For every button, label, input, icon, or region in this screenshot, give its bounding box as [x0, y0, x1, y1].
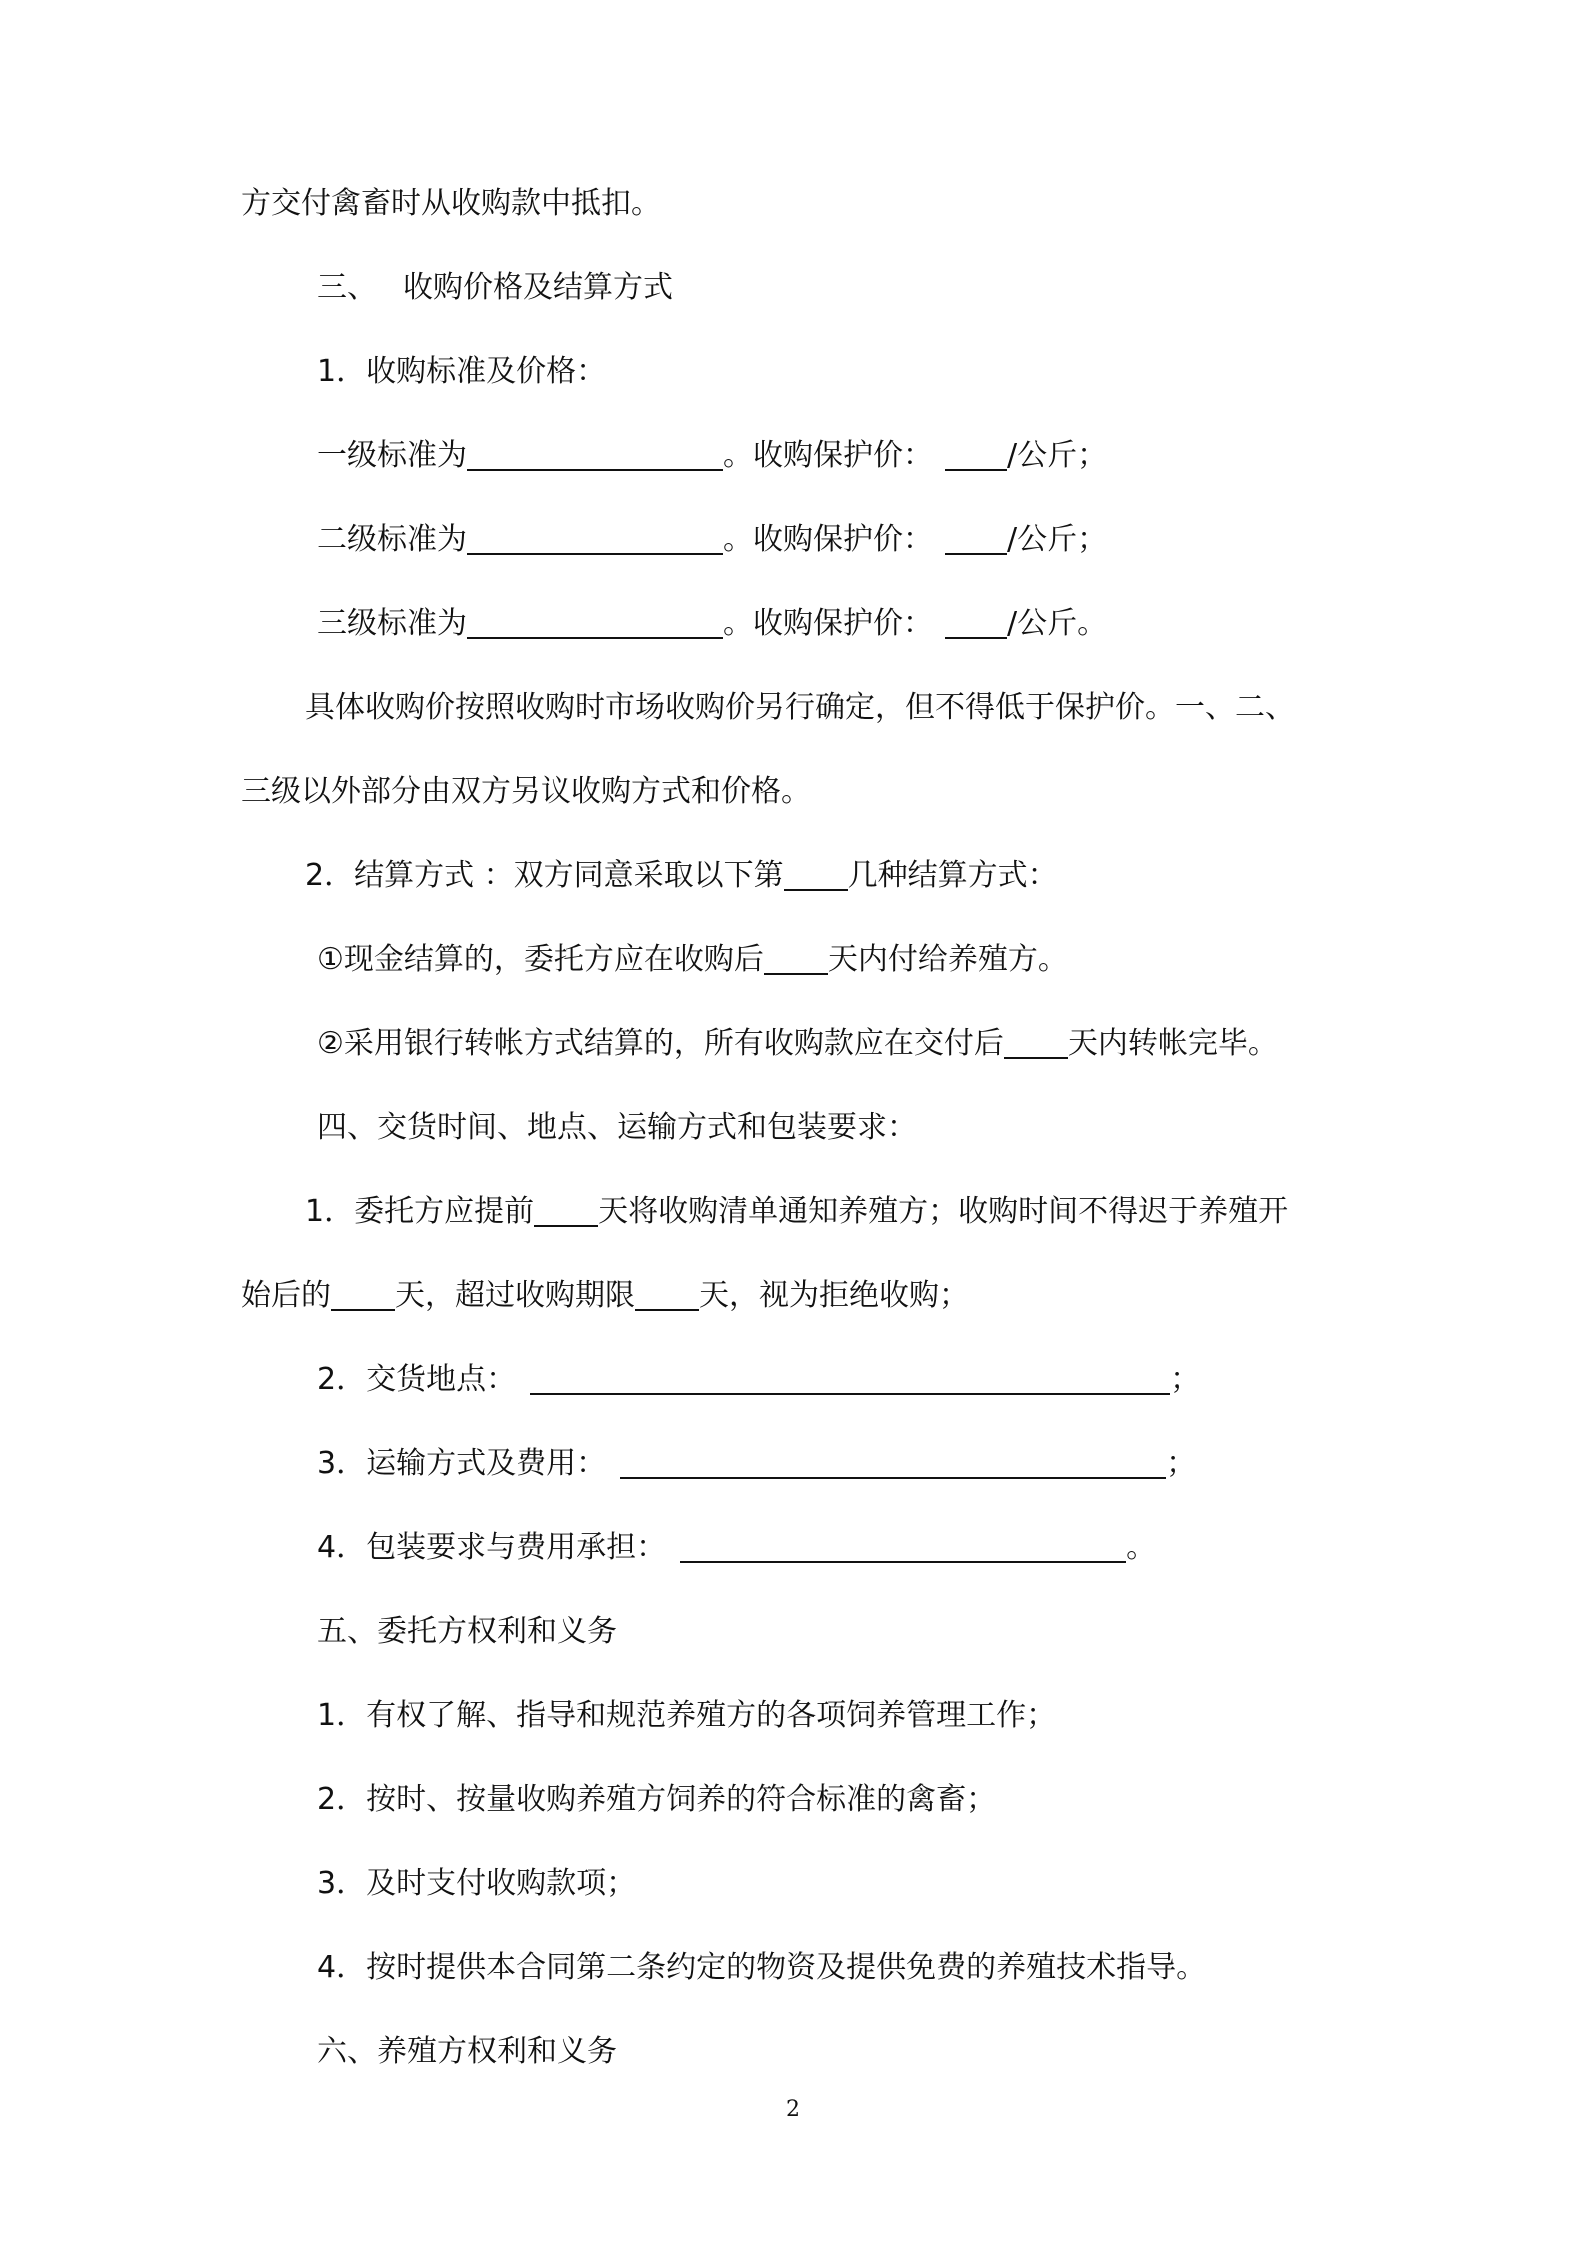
punctuation: ；: [1166, 1446, 1197, 1481]
section-title: 五、委托方权利和义务: [317, 1614, 617, 1649]
delivery-location-blank: [530, 1361, 1170, 1395]
paragraph-continuation: [241, 184, 661, 224]
price-note-line-1: [305, 688, 1295, 728]
punctuation: ；: [1170, 1362, 1201, 1397]
notice-days-blank: [534, 1193, 598, 1227]
clause-text: 1．有权了解、指导和规范养殖方的各项饲养管理工作；: [317, 1698, 1057, 1733]
clause-text: 天，超过收购期限: [395, 1278, 635, 1313]
grade-2-standard-blank: [467, 521, 723, 555]
grade-1-price-blank: [945, 437, 1007, 471]
section-heading-5: [317, 1612, 617, 1652]
section-heading-6: [317, 2032, 617, 2072]
section-number: 三、: [317, 270, 377, 305]
grade-label: 二级标准为: [317, 522, 467, 557]
cash-days-blank: [764, 941, 828, 975]
grade-2-price-blank: [945, 521, 1007, 555]
delivery-location-line: [317, 1360, 1200, 1400]
unit-text: /公斤。: [1007, 606, 1108, 641]
grade-2-line: [317, 520, 1107, 560]
clause-text: ②采用银行转帐方式结算的，所有收购款应在交付后: [317, 1026, 1004, 1061]
start-days-blank: [331, 1277, 395, 1311]
transport-line: [317, 1444, 1196, 1484]
section-title: 收购价格及结算方式: [403, 270, 673, 305]
section-heading-3: [317, 268, 673, 308]
clause-text: 2．交货地点：: [317, 1362, 517, 1397]
paragraph-text: 方交付禽畜时从收购款中抵扣。: [241, 186, 661, 221]
page-number: 2: [786, 2097, 800, 2122]
clause-text: 天将收购清单通知养殖方；收购时间不得迟于养殖开: [598, 1194, 1289, 1229]
clause-text: 天，视为拒绝收购；: [699, 1278, 969, 1313]
section-title: 四、交货时间、地点、运输方式和包装要求：: [317, 1110, 917, 1145]
bank-transfer-line: [317, 1024, 1278, 1064]
clause-text: 3．运输方式及费用：: [317, 1446, 607, 1481]
packaging-blank: [680, 1529, 1126, 1563]
settlement-method-line: [305, 856, 1058, 896]
principal-duty-2: [317, 1780, 996, 1820]
transfer-days-blank: [1004, 1025, 1068, 1059]
clause-heading: [317, 352, 606, 392]
grade-3-line: [317, 604, 1107, 644]
notice-days-line-2: [241, 1276, 969, 1316]
clause-text: 几种结算方式：: [847, 858, 1058, 893]
clause-text: 3．及时支付收购款项；: [317, 1866, 637, 1901]
deadline-days-blank: [635, 1277, 699, 1311]
packaging-line: [317, 1528, 1156, 1568]
grade-1-line: [317, 436, 1107, 476]
punctuation: 。: [1126, 1530, 1157, 1565]
notice-days-line-1: [305, 1192, 1288, 1232]
clause-text: 4．按时提供本合同第二条约定的物资及提供免费的养殖技术指导。: [317, 1950, 1207, 1985]
clause-text: 1．收购标准及价格：: [317, 354, 607, 389]
clause-text: 2．按时、按量收购养殖方饲养的符合标准的禽畜；: [317, 1782, 997, 1817]
grade-1-standard-blank: [467, 437, 723, 471]
paragraph-text: 三级以外部分由双方另议收购方式和价格。: [241, 774, 811, 809]
principal-duty-4: [317, 1948, 1206, 1988]
clause-text: 天内转帐完毕。: [1067, 1026, 1278, 1061]
clause-text: 始后的: [241, 1278, 331, 1313]
grade-label: 一级标准为: [317, 438, 467, 473]
grade-3-standard-blank: [467, 605, 723, 639]
clause-text: 2．结算方式 ：双方同意采取以下第: [305, 858, 784, 893]
clause-text: ①现金结算的，委托方应在收购后: [317, 942, 764, 977]
transport-blank: [620, 1445, 1166, 1479]
paragraph-text: 具体收购价按照收购时市场收购价另行确定，但不得低于保护价。一、二、: [305, 690, 1295, 725]
grade-3-price-blank: [945, 605, 1007, 639]
unit-text: /公斤；: [1007, 438, 1108, 473]
section-title: 六、养殖方权利和义务: [317, 2034, 617, 2069]
price-label: 。收购保护价：: [723, 522, 933, 557]
price-note-line-2: [241, 772, 811, 812]
clause-text: 天内付给养殖方。: [827, 942, 1068, 977]
clause-text: 4．包装要求与费用承担：: [317, 1530, 667, 1565]
price-label: 。收购保护价：: [723, 606, 933, 641]
clause-text: 1．委托方应提前: [305, 1194, 535, 1229]
settlement-option-blank: [784, 857, 848, 891]
price-label: 。收购保护价：: [723, 438, 933, 473]
grade-label: 三级标准为: [317, 606, 467, 641]
principal-duty-1: [317, 1696, 1056, 1736]
section-heading-4: [317, 1108, 917, 1148]
unit-text: /公斤；: [1007, 522, 1108, 557]
principal-duty-3: [317, 1864, 636, 1904]
cash-settlement-line: [317, 940, 1068, 980]
